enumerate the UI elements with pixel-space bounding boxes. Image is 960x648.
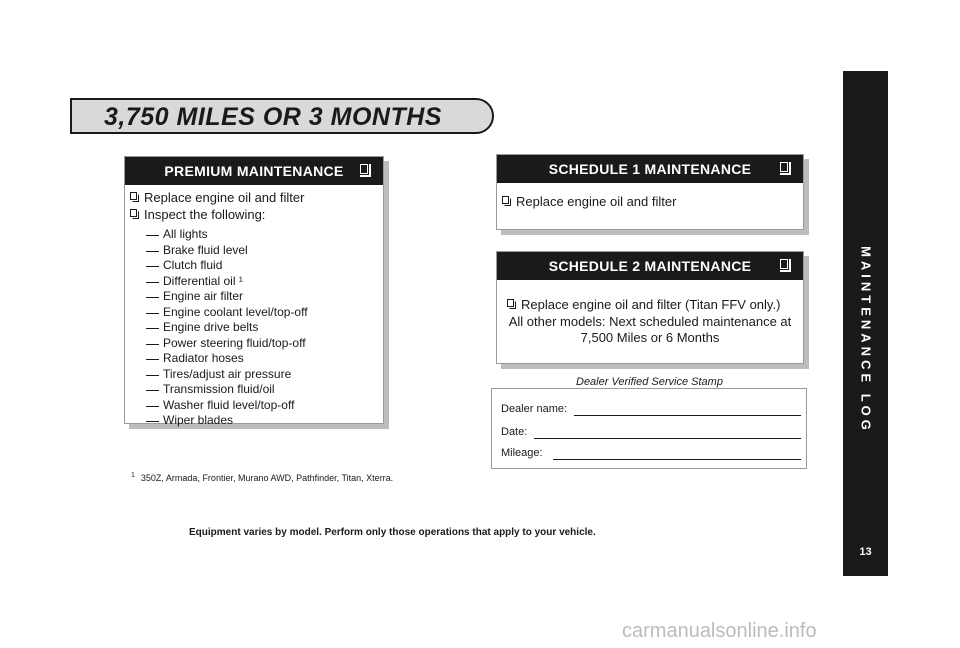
checklist-item-label: Engine air filter bbox=[163, 289, 244, 303]
checkbox-icon[interactable] bbox=[509, 301, 516, 309]
checkbox-icon bbox=[780, 162, 791, 175]
check-blank[interactable] bbox=[146, 251, 159, 252]
premium-line-1 bbox=[132, 190, 304, 205]
footnote-mark: 1 bbox=[131, 472, 135, 479]
premium-line-1-text: Replace engine oil and filter bbox=[144, 190, 305, 205]
checklist-item-label: Tires/adjust air pressure bbox=[163, 366, 292, 381]
check-blank[interactable] bbox=[146, 375, 159, 376]
schedule-2-header bbox=[497, 252, 803, 280]
check-blank[interactable] bbox=[146, 282, 159, 283]
schedule-2-note-1: All other models: Next scheduled maintenance at bbox=[508, 314, 792, 329]
schedule-2-line bbox=[509, 297, 780, 312]
checklist-item-label: Radiator hoses bbox=[163, 351, 244, 365]
footnote bbox=[131, 472, 393, 483]
schedule-2-box bbox=[496, 251, 804, 364]
checklist-item bbox=[146, 305, 308, 319]
mileage-label: Mileage: bbox=[501, 447, 543, 459]
check-blank[interactable] bbox=[146, 390, 159, 391]
schedule-1-header-label: SCHEDULE 1 MAINTENANCE bbox=[548, 161, 752, 177]
premium-line-2 bbox=[132, 207, 265, 222]
checkbox-icon[interactable] bbox=[504, 198, 511, 206]
watermark: carmanualsonline.info bbox=[622, 620, 817, 642]
check-blank[interactable] bbox=[146, 421, 159, 422]
premium-maintenance-header bbox=[125, 157, 383, 185]
premium-maintenance-box bbox=[124, 156, 384, 427]
checkbox-icon bbox=[780, 259, 791, 272]
stamp-caption: Dealer Verified Service Stamp bbox=[576, 376, 723, 388]
page-title: 3,750 MILES OR 3 MONTHS bbox=[104, 103, 442, 131]
mileage-line[interactable] bbox=[553, 459, 801, 460]
checklist-item-label: Engine coolant level/top-off bbox=[163, 304, 308, 319]
check-blank[interactable] bbox=[146, 406, 159, 407]
checklist-item bbox=[146, 274, 243, 288]
check-blank[interactable] bbox=[146, 235, 159, 236]
checkbox-icon bbox=[360, 164, 371, 177]
check-blank[interactable] bbox=[146, 328, 159, 329]
schedule-2-header-label: SCHEDULE 2 MAINTENANCE bbox=[548, 258, 752, 274]
checklist-item bbox=[146, 398, 294, 412]
schedule-1-header bbox=[497, 155, 803, 183]
check-blank[interactable] bbox=[146, 313, 159, 314]
premium-header-label: PREMIUM MAINTENANCE bbox=[164, 163, 344, 179]
check-blank[interactable] bbox=[146, 344, 159, 345]
equipment-note: Equipment varies by model. Perform only those operations that apply to your vehicle. bbox=[189, 527, 596, 538]
date-label: Date: bbox=[501, 426, 528, 438]
checklist-item-label: Differential oil ¹ bbox=[163, 273, 243, 288]
checklist-item bbox=[146, 227, 208, 241]
check-blank[interactable] bbox=[146, 359, 159, 360]
checklist-item bbox=[146, 413, 233, 427]
checklist-item bbox=[146, 382, 275, 396]
checklist-item-label: Clutch fluid bbox=[163, 258, 223, 272]
dealer-stamp-box bbox=[491, 388, 807, 469]
schedule-1-box bbox=[496, 154, 804, 230]
checkbox-icon[interactable] bbox=[132, 211, 139, 219]
checklist-item-label: Transmission fluid/oil bbox=[163, 382, 275, 396]
schedule-2-line-text: Replace engine oil and filter (Titan FFV only.) bbox=[521, 297, 781, 312]
checklist-item bbox=[146, 367, 291, 381]
side-tab-label: MAINTENANCE LOG bbox=[858, 246, 874, 434]
footnote-text: 350Z, Armada, Frontier, Murano AWD, Pathfinder, Titan, Xterra. bbox=[140, 473, 394, 483]
checklist-item bbox=[146, 320, 258, 334]
checklist-item-label: Power steering fluid/top-off bbox=[163, 335, 306, 350]
checklist-item bbox=[146, 243, 248, 257]
checklist-item bbox=[146, 258, 222, 272]
premium-line-2-text: Inspect the following: bbox=[144, 207, 266, 222]
page-number: 13 bbox=[859, 546, 872, 558]
checklist-item-label: All lights bbox=[163, 227, 208, 241]
checklist-item-label: Brake fluid level bbox=[163, 242, 248, 257]
dealer-name-line[interactable] bbox=[574, 415, 801, 416]
schedule-1-line bbox=[504, 194, 676, 209]
checklist-item bbox=[146, 351, 244, 365]
date-line[interactable] bbox=[534, 438, 801, 439]
checklist-item-label: Engine drive belts bbox=[163, 320, 259, 334]
checklist-item-label: Wiper blades bbox=[163, 413, 234, 427]
checklist-item bbox=[146, 289, 243, 303]
schedule-2-note-2: 7,500 Miles or 6 Months bbox=[580, 330, 720, 345]
check-blank[interactable] bbox=[146, 297, 159, 298]
checklist-item bbox=[146, 336, 306, 350]
check-blank[interactable] bbox=[146, 266, 159, 267]
dealer-name-label: Dealer name: bbox=[501, 403, 568, 415]
checkbox-icon[interactable] bbox=[132, 194, 139, 202]
checklist-item-label: Washer fluid level/top-off bbox=[163, 397, 295, 412]
schedule-1-line-text: Replace engine oil and filter bbox=[516, 194, 677, 209]
